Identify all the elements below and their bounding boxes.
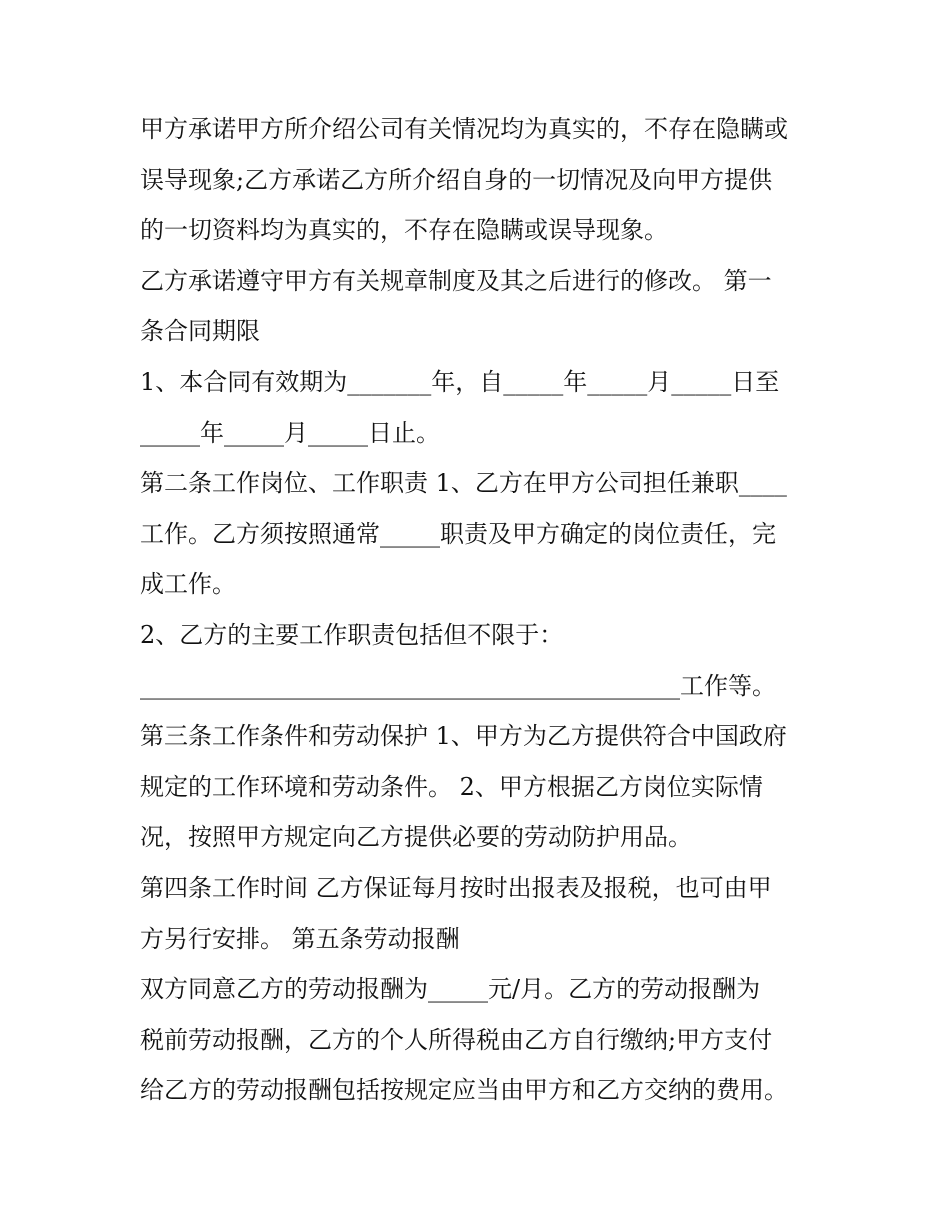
text-line: 第二条工作岗位、工作职责 1、乙方在甲方公司担任兼职____ [140, 469, 787, 498]
text-line: 乙方承诺遵守甲方有关规章制度及其之后进行的修改。 第一 [140, 266, 772, 295]
text-line: 成工作。 [140, 570, 236, 599]
document-body [140, 104, 812, 1116]
text-line: 1、本合同有效期为_______年，自_____年_____月_____日至 [140, 367, 780, 396]
text-line: 2、乙方的主要工作职责包括但不限于： [140, 620, 564, 649]
text-line: 第四条工作时间 乙方保证每月按时出报表及报税，也可由甲 [140, 873, 772, 902]
text-line: 双方同意乙方的劳动报酬为_____元/月。乙方的劳动报酬为 [140, 975, 761, 1004]
text-line: _____________________________________________工作等。 [140, 671, 776, 700]
text-line: 误导现象;乙方承诺乙方所介绍自身的一切情况及向甲方提供 [140, 165, 773, 194]
text-line: 给乙方的劳动报酬包括按规定应当由甲方和乙方交纳的费用。 [140, 1076, 788, 1105]
text-line: 的一切资料均为真实的，不存在隐瞒或误导现象。 [140, 216, 668, 245]
text-line: 第三条工作条件和劳动保护 1、甲方为乙方提供符合中国政府 [140, 722, 787, 751]
text-line: 规定的工作环境和劳动条件。 2、甲方根据乙方岗位实际情 [140, 772, 763, 801]
text-line: 方另行安排。 第五条劳动报酬 [140, 924, 460, 953]
text-line: 况，按照甲方规定向乙方提供必要的劳动防护用品。 [140, 823, 692, 852]
text-line: 条合同期限 [140, 317, 260, 346]
text-line: 工作。乙方须按照通常_____职责及甲方确定的岗位责任，完 [140, 519, 776, 548]
text-line: _____年_____月_____日止。 [140, 418, 440, 447]
text-line: 税前劳动报酬，乙方的个人所得税由乙方自行缴纳;甲方支付 [140, 1025, 773, 1054]
text-line: 甲方承诺甲方所介绍公司有关情况均为真实的，不存在隐瞒或 [140, 115, 788, 143]
